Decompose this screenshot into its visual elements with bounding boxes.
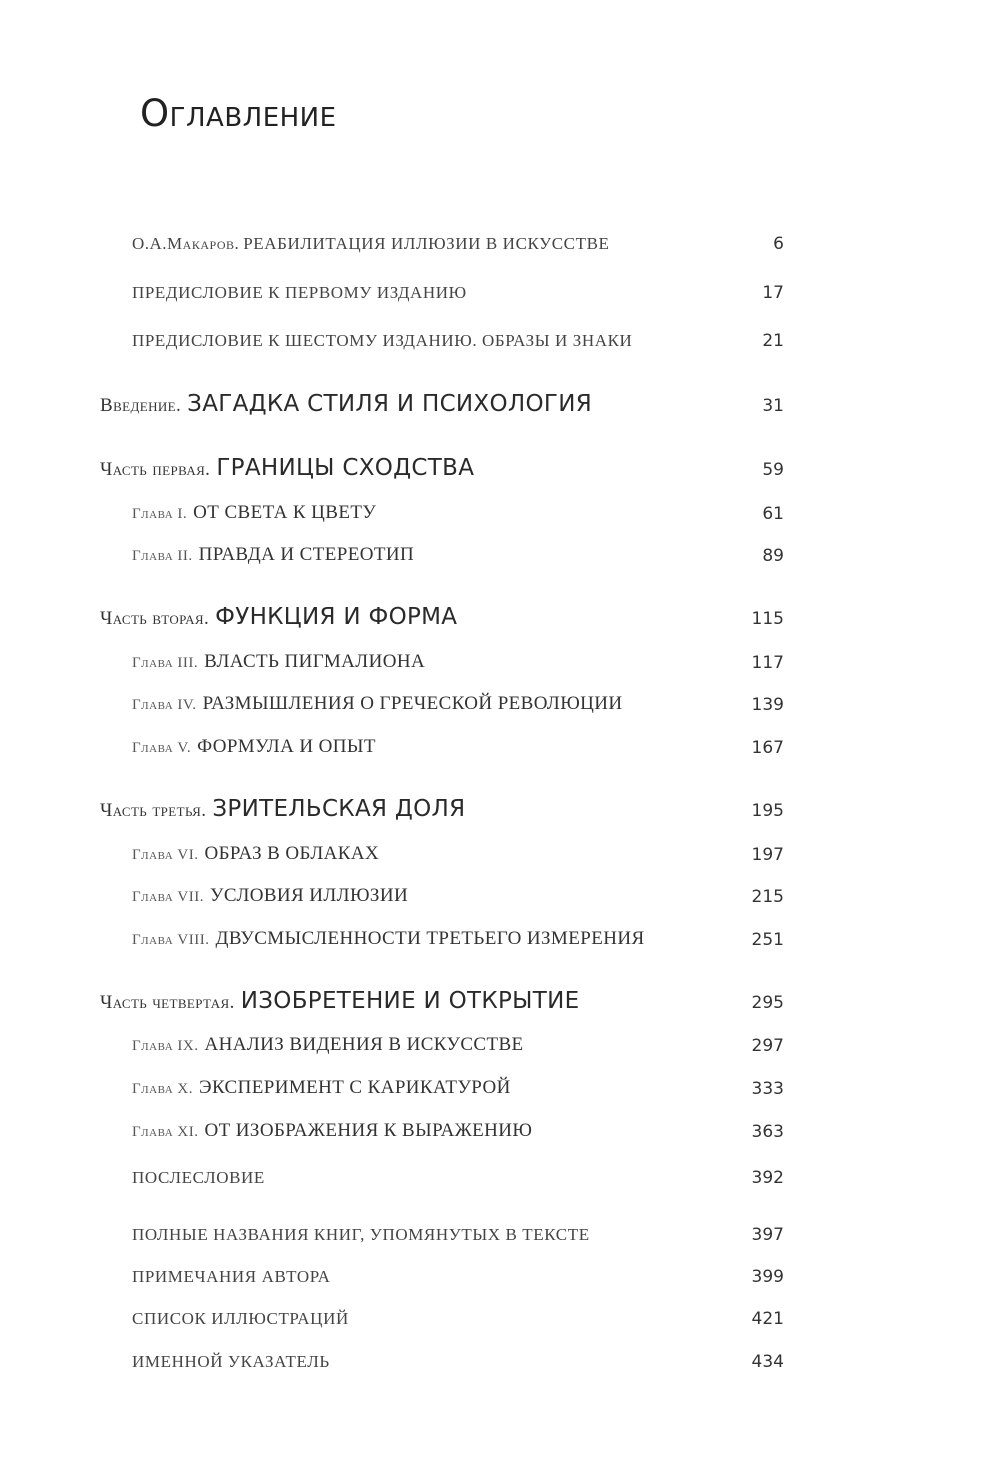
entry-prefix: Часть четвертая. (100, 992, 235, 1013)
entry-title: ОТ ИЗОБРАЖЕНИЯ К ВЫРАЖЕНИЮ (204, 1120, 533, 1141)
entry-prefix: Глава III. (132, 655, 199, 671)
entry-label (132, 1034, 524, 1056)
entry-title: ПОЛНЫЕ НАЗВАНИЯ КНИГ, УПОМЯНУТЫХ В ТЕКСТЕ (132, 1225, 590, 1244)
entry-prefix: Глава XI. (132, 1124, 199, 1140)
entry-title: ИЗОБРЕТЕНИЕ И ОТКРЫТИЕ (240, 988, 580, 1014)
page-number: 397 (751, 1225, 784, 1245)
entry-prefix: Часть третья. (100, 800, 207, 821)
entry-label (100, 391, 592, 417)
page-number: 251 (751, 930, 784, 950)
entry-prefix: Часть первая. (100, 459, 211, 480)
entry-prefix: Глава IX. (132, 1038, 199, 1054)
page-number: 295 (751, 993, 784, 1013)
entry-label (132, 1352, 330, 1372)
entry-title: АНАЛИЗ ВИДЕНИЯ В ИСКУССТВЕ (204, 1034, 524, 1055)
entry-label (132, 885, 408, 907)
page-number: 392 (751, 1168, 784, 1188)
entry-label (100, 455, 474, 481)
page-number: 399 (751, 1267, 784, 1287)
page-number: 17 (762, 283, 784, 303)
entry-label (132, 1077, 511, 1099)
page-number: 167 (751, 738, 784, 758)
entry-title: ОТ СВЕТА К ЦВЕТУ (193, 502, 377, 523)
entry-prefix: Часть вторая. (100, 608, 210, 629)
entry-title: ПРИМЕЧАНИЯ АВТОРА (132, 1267, 331, 1286)
entry-label (132, 693, 623, 715)
page-number: 6 (773, 234, 784, 254)
entry-title: ФОРМУЛА И ОПЫТ (197, 736, 376, 757)
entry-prefix: Глава VII. (132, 889, 204, 905)
page-number: 421 (751, 1309, 784, 1329)
entry-title: ВЛАСТЬ ПИГМАЛИОНА (204, 651, 426, 672)
page-number: 115 (751, 609, 784, 629)
entry-title: ЗРИТЕЛЬСКАЯ ДОЛЯ (212, 796, 466, 822)
entry-label (132, 928, 645, 950)
entry-label (132, 502, 376, 524)
entry-label (132, 1225, 590, 1245)
entry-title: ПРАВДА И СТЕРЕОТИП (198, 544, 415, 565)
page-number: 89 (762, 546, 784, 566)
entry-label (132, 651, 425, 673)
entry-prefix: О.А.Макаров. (132, 234, 240, 253)
entry-label (132, 1168, 265, 1188)
page-number: 197 (751, 845, 784, 865)
entry-title: РЕАБИЛИТАЦИЯ ИЛЛЮЗИИ В ИСКУССТВЕ (243, 234, 610, 253)
entry-prefix: Глава VI. (132, 847, 199, 863)
entry-title: УСЛОВИЯ ИЛЛЮЗИИ (210, 885, 409, 906)
entry-title: ПОСЛЕСЛОВИЕ (132, 1168, 265, 1187)
entry-label (100, 988, 579, 1014)
entry-label (132, 234, 610, 254)
entry-title: ГРАНИЦЫ СХОДСТВА (216, 455, 475, 481)
entry-title: РАЗМЫШЛЕНИЯ О ГРЕЧЕСКОЙ РЕВОЛЮЦИИ (202, 693, 623, 714)
entry-label (132, 1120, 532, 1142)
entry-label (132, 1309, 349, 1329)
page-number: 434 (751, 1352, 784, 1372)
page-number: 195 (751, 801, 784, 821)
page-number: 215 (751, 887, 784, 907)
entry-title: ПРЕДИСЛОВИЕ К ШЕСТОМУ ИЗДАНИЮ. ОБРАЗЫ И ЗНАКИ (132, 331, 633, 350)
entry-label (132, 736, 376, 758)
entry-title: ИМЕННОЙ УКАЗАТЕЛЬ (132, 1352, 330, 1371)
entry-title: ДВУСМЫСЛЕННОСТИ ТРЕТЬЕГО ИЗМЕРЕНИЯ (215, 928, 645, 949)
entry-label (132, 331, 632, 351)
entry-title: ЗАГАДКА СТИЛЯ И ПСИХОЛОГИЯ (187, 391, 593, 417)
page-number: 297 (751, 1036, 784, 1056)
entry-title: ФУНКЦИЯ И ФОРМА (215, 604, 458, 630)
entry-prefix: Глава II. (132, 548, 193, 564)
entry-title: СПИСОК ИЛЛЮСТРАЦИЙ (132, 1309, 349, 1328)
entry-label (132, 283, 467, 303)
entry-prefix: Глава V. (132, 740, 192, 756)
entry-label (100, 796, 465, 822)
entry-title: ПРЕДИСЛОВИЕ К ПЕРВОМУ ИЗДАНИЮ (132, 283, 467, 302)
entry-prefix: Введение. (100, 395, 182, 416)
page-number: 117 (751, 653, 784, 673)
entry-label (100, 604, 457, 630)
entry-title: ЭКСПЕРИМЕНТ С КАРИКАТУРОЙ (199, 1077, 511, 1098)
page-number: 333 (751, 1079, 784, 1099)
page-title: Оглавление (140, 92, 337, 135)
page-number: 31 (762, 396, 784, 416)
entry-prefix: Глава X. (132, 1081, 193, 1097)
entry-label (132, 1267, 331, 1287)
page-number: 61 (762, 504, 784, 524)
entry-label (132, 544, 414, 566)
entry-title: ОБРАЗ В ОБЛАКАХ (204, 843, 380, 864)
entry-prefix: Глава VIII. (132, 932, 210, 948)
page-number: 139 (751, 695, 784, 715)
entry-label (132, 843, 379, 865)
page-number: 59 (762, 460, 784, 480)
page-number: 21 (762, 331, 784, 351)
entry-prefix: Глава I. (132, 506, 188, 522)
page-number: 363 (751, 1122, 784, 1142)
entry-prefix: Глава IV. (132, 697, 197, 713)
